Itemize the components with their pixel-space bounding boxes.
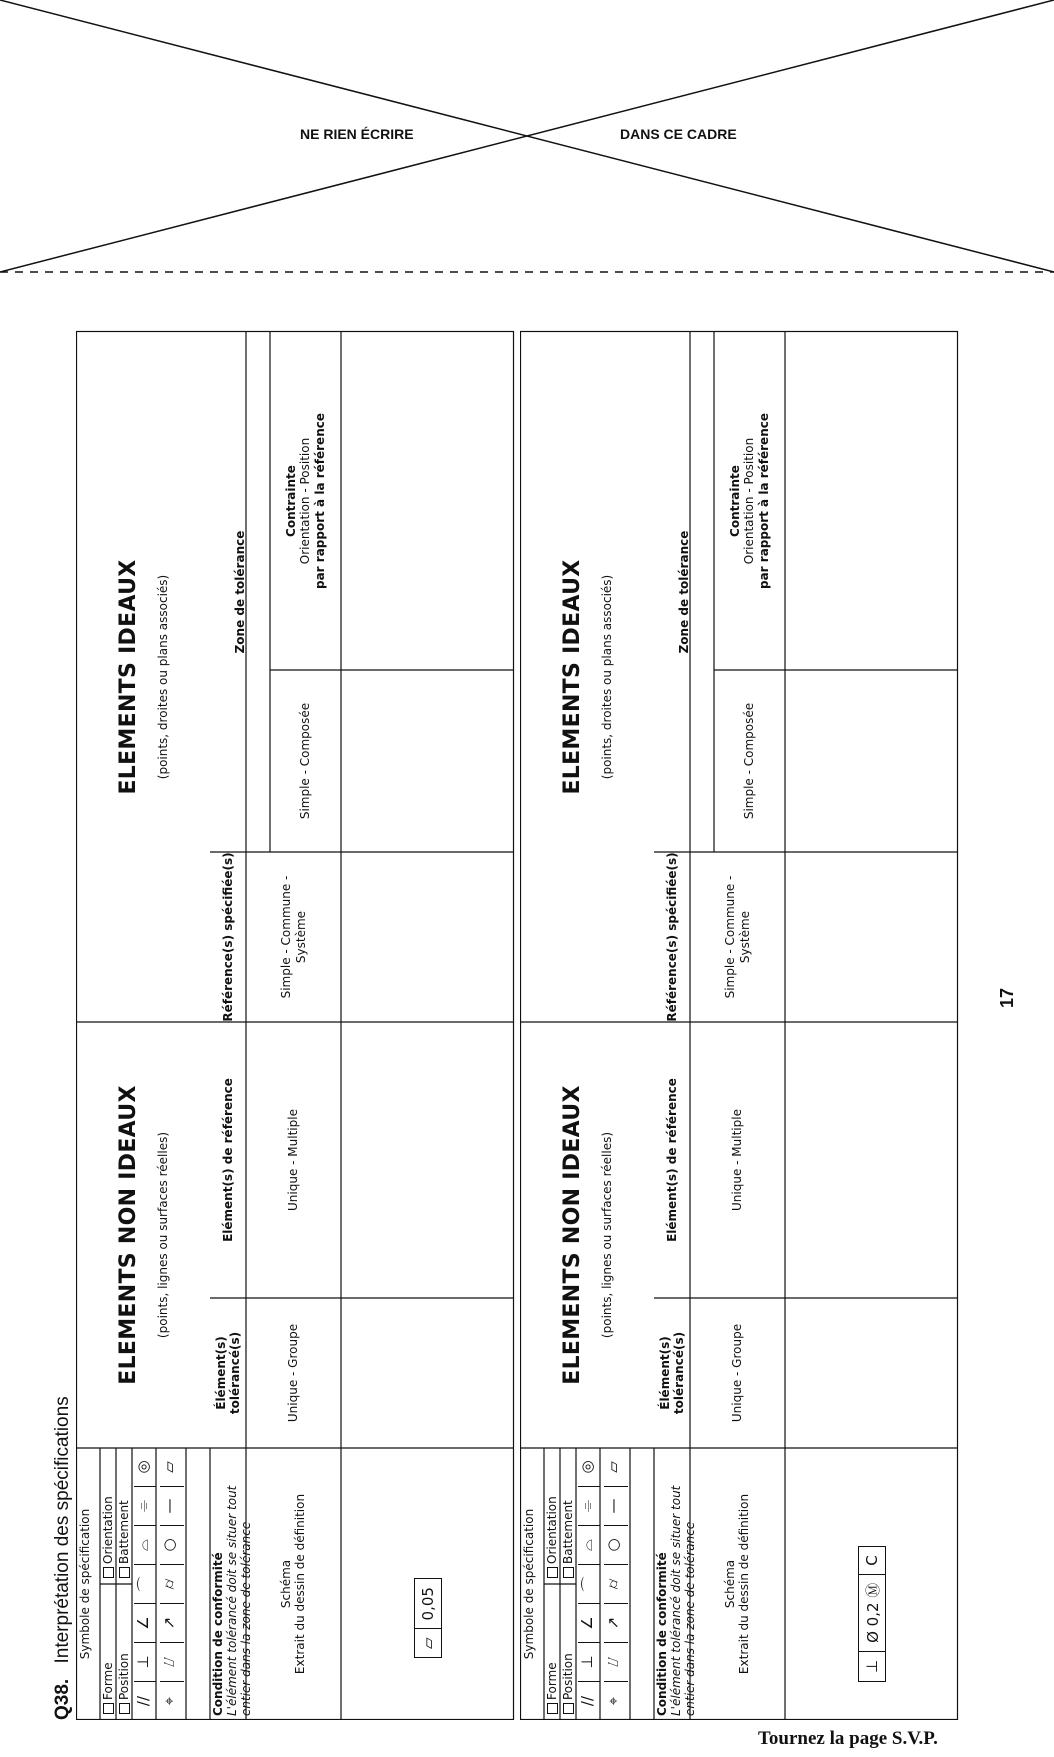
unique-groupe: Unique - Groupe bbox=[730, 1323, 745, 1423]
unique-multiple: Unique - Multiple bbox=[730, 1109, 745, 1211]
checkbox-orientation-label: Orientation bbox=[101, 1496, 115, 1564]
contrainte-sub: Orientation - Position bbox=[298, 437, 313, 565]
checkbox-position[interactable] bbox=[117, 1653, 131, 1714]
checkbox-forme-label: Forme bbox=[545, 1662, 559, 1700]
symbol-parallelism[interactable]: // bbox=[134, 1695, 152, 1707]
frame-symbol: ⏥ bbox=[419, 1637, 437, 1649]
page-number: 17 bbox=[997, 987, 1017, 1008]
col-zone-tolerance: Zone de tolérance bbox=[232, 530, 247, 654]
header-left-text: NE RIEN ÉCRIRE bbox=[300, 126, 414, 142]
contrainte-cell bbox=[714, 332, 785, 670]
contrainte-title: Contrainte bbox=[727, 465, 742, 537]
extrait-text: Extrait du dessin de définition bbox=[737, 1493, 751, 1675]
col-reference-specifiee: Référence(s) spécifiée(s) bbox=[664, 852, 679, 1022]
symbol-circular-runout[interactable]: ↗ bbox=[160, 1604, 184, 1643]
condition-title: Condition de conformité bbox=[211, 1552, 225, 1716]
no-write-zone-cross bbox=[0, 0, 1054, 280]
symbol-cylindricity[interactable]: ⌭ bbox=[604, 1565, 628, 1604]
symbol-straightness[interactable]: — bbox=[604, 1487, 628, 1526]
checkbox-position-label: Position bbox=[561, 1653, 575, 1700]
symbol-total-runout[interactable]: ⌰ bbox=[604, 1643, 628, 1682]
simple-commune: Simple - Commune - Système bbox=[723, 875, 752, 999]
symbol-line-profile[interactable]: ⌒ bbox=[134, 1565, 156, 1604]
question-number: Q38. bbox=[52, 1678, 73, 1720]
ideal-header bbox=[520, 332, 654, 1022]
symbol-symmetry[interactable]: ⌯ bbox=[134, 1487, 156, 1526]
symbol-flatness[interactable]: ⏥ bbox=[160, 1448, 184, 1487]
frame-datum: C bbox=[859, 1547, 885, 1574]
contrainte-ref: par rapport à la référence bbox=[312, 413, 327, 589]
checkbox-battement[interactable] bbox=[561, 1500, 575, 1578]
symbol-title: Symbole de spécification bbox=[522, 1508, 536, 1660]
symbol-position[interactable]: ⌖ bbox=[604, 1696, 622, 1706]
checkbox-orientation[interactable] bbox=[545, 1496, 559, 1578]
rotated-content bbox=[52, 320, 1052, 1720]
frame-value: Ø 0,2 Ⓜ bbox=[859, 1575, 885, 1652]
question-text: Interprétation des spécifications bbox=[52, 1396, 73, 1664]
symbol-line-profile[interactable]: ⌒ bbox=[578, 1565, 600, 1604]
checkbox-battement[interactable] bbox=[117, 1500, 131, 1578]
schema-label bbox=[248, 1448, 338, 1720]
simple-composee: Simple - Composée bbox=[298, 702, 313, 820]
schema-text: Schéma bbox=[278, 1559, 293, 1609]
checkbox-position[interactable] bbox=[561, 1653, 575, 1714]
non-ideal-header bbox=[76, 1022, 210, 1448]
checkbox-forme[interactable] bbox=[545, 1662, 559, 1714]
simple-commune: Simple - Commune - Système bbox=[279, 875, 308, 999]
symbol-concentricity[interactable]: ◎ bbox=[578, 1448, 600, 1487]
checkbox-position-label: Position bbox=[117, 1653, 131, 1700]
symbol-angularity[interactable]: ∠ bbox=[134, 1604, 156, 1643]
contrainte-cell bbox=[270, 332, 341, 670]
ideal-header bbox=[76, 332, 210, 1022]
unique-groupe: Unique - Groupe bbox=[286, 1323, 301, 1423]
col-element-tolerance: Élément(s) tolérancé(s) bbox=[657, 1331, 686, 1415]
symbol-angularity[interactable]: ∠ bbox=[578, 1604, 600, 1643]
ideal-subtitle: (points, droites ou plans associés) bbox=[156, 574, 170, 780]
col-element-reference: Elément(s) de référence bbox=[664, 1078, 679, 1242]
col-zone-tolerance: Zone de tolérance bbox=[676, 530, 691, 654]
symbol-symmetry[interactable]: ⌯ bbox=[578, 1487, 600, 1526]
symbol-flatness[interactable]: ⏥ bbox=[604, 1448, 628, 1487]
schema-text: Schéma bbox=[722, 1559, 737, 1609]
symbol-row-2 bbox=[604, 1448, 628, 1720]
symbol-total-runout[interactable]: ⌰ bbox=[160, 1643, 184, 1682]
col-element-tolerance: Élément(s) tolérancé(s) bbox=[213, 1331, 242, 1415]
checkbox-battement-label: Battement bbox=[117, 1500, 131, 1564]
frame-symbol: ⊥ bbox=[863, 1659, 881, 1673]
non-ideal-subtitle: (points, lignes ou surfaces réelles) bbox=[156, 1131, 170, 1339]
symbol-parallelism[interactable]: // bbox=[578, 1695, 596, 1707]
answer-area[interactable] bbox=[342, 333, 512, 1447]
schema-label bbox=[692, 1448, 782, 1720]
checkbox-battement-label: Battement bbox=[561, 1500, 575, 1564]
symbol-surface-profile[interactable]: ⌓ bbox=[578, 1526, 600, 1565]
ideal-title: ELEMENTS IDEAUX bbox=[559, 559, 585, 795]
symbol-row-2 bbox=[160, 1448, 184, 1720]
unique-multiple: Unique - Multiple bbox=[286, 1109, 301, 1211]
symbol-circularity[interactable]: ○ bbox=[160, 1526, 184, 1565]
contrainte-sub: Orientation - Position bbox=[742, 437, 757, 565]
frame-value: 0,05 bbox=[415, 1579, 441, 1629]
non-ideal-title: ELEMENTS NON IDEAUX bbox=[559, 1085, 585, 1385]
symbol-surface-profile[interactable]: ⌓ bbox=[134, 1526, 156, 1565]
symbol-title: Symbole de spécification bbox=[78, 1508, 92, 1660]
simple-composee: Simple - Composée bbox=[742, 702, 757, 820]
answer-area[interactable] bbox=[786, 333, 956, 1447]
symbol-position[interactable]: ⌖ bbox=[160, 1696, 178, 1706]
condition-title: Condition de conformité bbox=[655, 1552, 669, 1716]
col-reference-specifiee: Référence(s) spécifiée(s) bbox=[220, 852, 235, 1022]
contrainte-ref: par rapport à la référence bbox=[756, 413, 771, 589]
checkbox-orientation[interactable] bbox=[101, 1496, 115, 1578]
ideal-title: ELEMENTS IDEAUX bbox=[115, 559, 141, 795]
footer-text: Tournez la page S.V.P. bbox=[758, 1728, 938, 1749]
tolerance-frame bbox=[858, 1546, 886, 1682]
checkbox-forme-label: Forme bbox=[101, 1662, 115, 1700]
header-right-text: DANS CE CADRE bbox=[620, 126, 737, 142]
non-ideal-title: ELEMENTS NON IDEAUX bbox=[115, 1085, 141, 1385]
condition-text: L'élément tolérancé doit se situer tout entier dans la zone de tolérance bbox=[668, 1485, 697, 1716]
symbol-row-1 bbox=[134, 1448, 156, 1720]
symbol-row-1 bbox=[578, 1448, 600, 1720]
non-ideal-header bbox=[520, 1022, 654, 1448]
symbol-circularity[interactable]: ○ bbox=[604, 1526, 628, 1565]
question-title bbox=[52, 1396, 74, 1720]
col-element-reference: Elément(s) de référence bbox=[220, 1078, 235, 1242]
checkbox-orientation-label: Orientation bbox=[545, 1496, 559, 1564]
non-ideal-subtitle: (points, lignes ou surfaces réelles) bbox=[600, 1131, 614, 1339]
symbol-circular-runout[interactable]: ↗ bbox=[604, 1604, 628, 1643]
contrainte-title: Contrainte bbox=[283, 465, 298, 537]
symbol-perpendicularity[interactable]: ⊥ bbox=[578, 1643, 600, 1682]
tolerance-frame bbox=[414, 1578, 442, 1658]
symbol-straightness[interactable]: — bbox=[160, 1487, 184, 1526]
condition-text: L'élément tolérancé doit se situer tout entier dans la zone de tolérance bbox=[224, 1485, 253, 1716]
extrait-text: Extrait du dessin de définition bbox=[293, 1493, 307, 1675]
ideal-subtitle: (points, droites ou plans associés) bbox=[600, 574, 614, 780]
checkbox-forme[interactable] bbox=[101, 1662, 115, 1714]
symbol-perpendicularity[interactable]: ⊥ bbox=[134, 1643, 156, 1682]
symbol-concentricity[interactable]: ◎ bbox=[134, 1448, 156, 1487]
symbol-cylindricity[interactable]: ⌭ bbox=[160, 1565, 184, 1604]
